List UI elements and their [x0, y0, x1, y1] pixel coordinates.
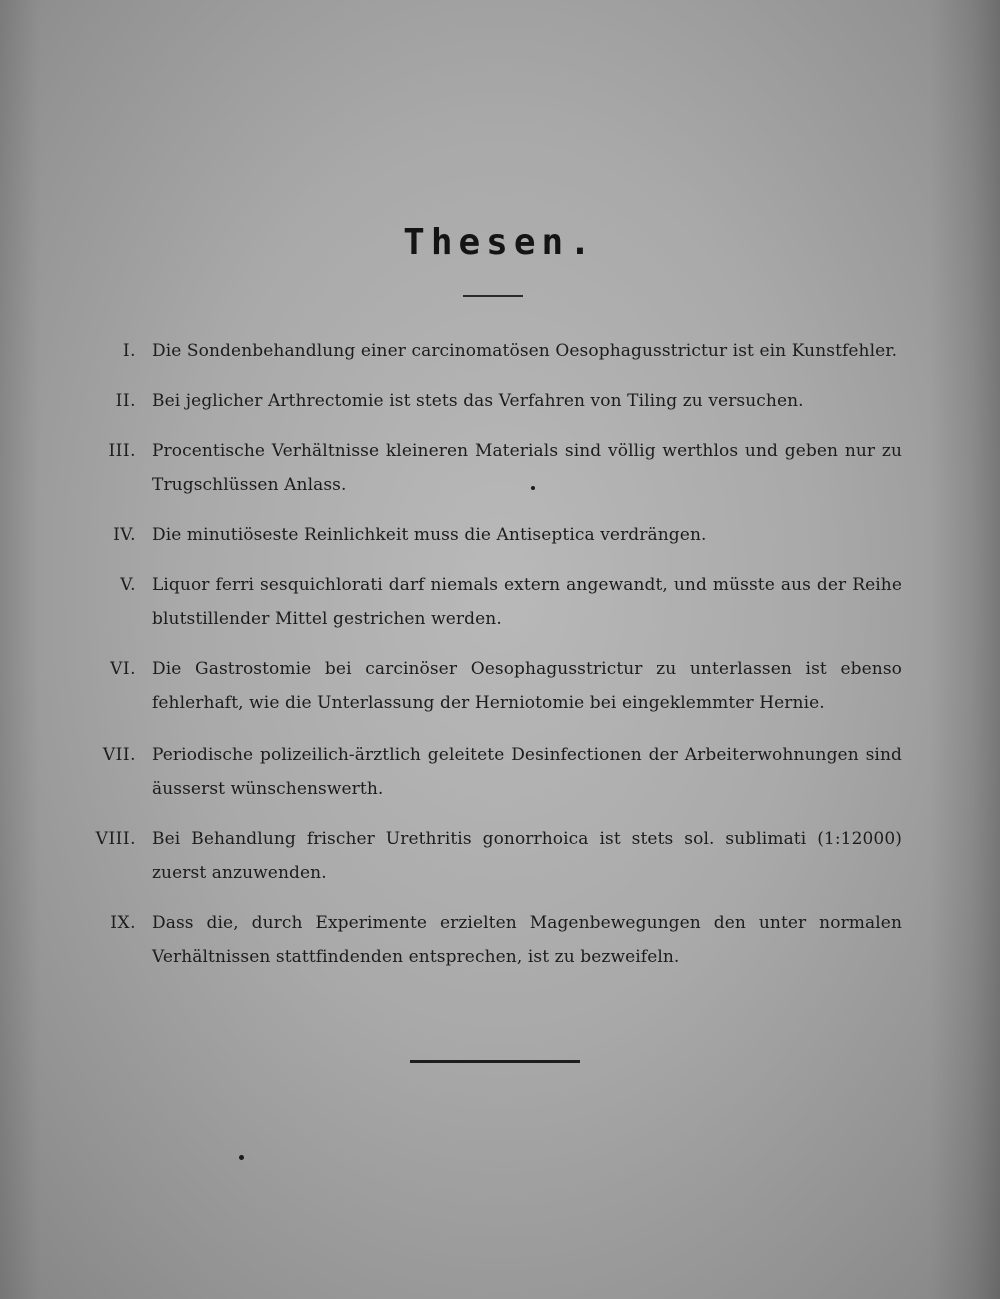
thesis-text: Dass die, durch Experimente erzielten Magenbewegungen den unter normalen Verhältnissen stattfindenden entsprechen, ist zu bezweifeln. — [152, 913, 902, 967]
thesis-item — [70, 738, 910, 822]
page-shadow-right — [930, 0, 1000, 1299]
thesis-numeral: I. — [122, 341, 136, 361]
thesis-text: Periodische polizeilich-ärztlich geleitete Desinfectionen der Arbeiterwohnungen sind äusserst wünschenswerth. — [152, 745, 902, 799]
page-shadow-left — [0, 0, 40, 1299]
thesis-text: Die Gastrostomie bei carcinöser Oesophagusstrictur zu unterlassen ist ebenso fehlerhaft, wie die Unterlassung der Herniotomie bei eingeklemmter Hernie. — [152, 659, 902, 713]
thesis-text: Die Sondenbehandlung einer carcinomatösen Oesophagusstrictur ist ein Kunstfehler. — [152, 341, 898, 361]
title-underline — [463, 295, 523, 297]
thesis-text: Bei jeglicher Arthrectomie ist stets das Verfahren von Tiling zu versuchen. — [152, 391, 804, 411]
thesis-item — [70, 434, 910, 518]
thesis-item — [70, 822, 910, 906]
thesis-numeral: IX. — [110, 913, 136, 933]
closing-rule — [410, 1060, 580, 1063]
thesis-text: Liquor ferri sesquichlorati darf niemals extern angewandt, und müsste aus der Reihe blutstillender Mittel gestrichen werden. — [152, 575, 902, 629]
thesis-item — [70, 906, 910, 990]
theses-list — [70, 334, 910, 990]
thesis-item — [70, 518, 910, 568]
thesis-numeral: V. — [120, 575, 136, 595]
thesis-item — [70, 384, 910, 434]
thesis-numeral: II. — [115, 391, 136, 411]
thesis-numeral: VI. — [110, 659, 136, 679]
thesis-text: Procentische Verhältnisse kleineren Materials sind völlig werthlos und geben nur zu Trugschlüssen Anlass. — [152, 441, 902, 495]
thesis-numeral: VII. — [102, 745, 136, 765]
thesis-text: Bei Behandlung frischer Urethritis gonorrhoica ist stets sol. sublimati (1:12000) zuerst anzuwenden. — [152, 829, 902, 883]
page-title: Thesen. — [403, 222, 597, 263]
thesis-numeral: IV. — [113, 525, 136, 545]
thesis-numeral: III. — [108, 441, 136, 461]
thesis-numeral: VIII. — [95, 829, 136, 849]
thesis-item — [70, 568, 910, 652]
ink-speck — [531, 486, 535, 490]
thesis-text: Die minutiöseste Reinlichkeit muss die Antiseptica verdrängen. — [152, 525, 707, 545]
thesis-item — [70, 334, 910, 384]
thesis-item — [70, 652, 910, 738]
ink-speck — [239, 1155, 244, 1160]
